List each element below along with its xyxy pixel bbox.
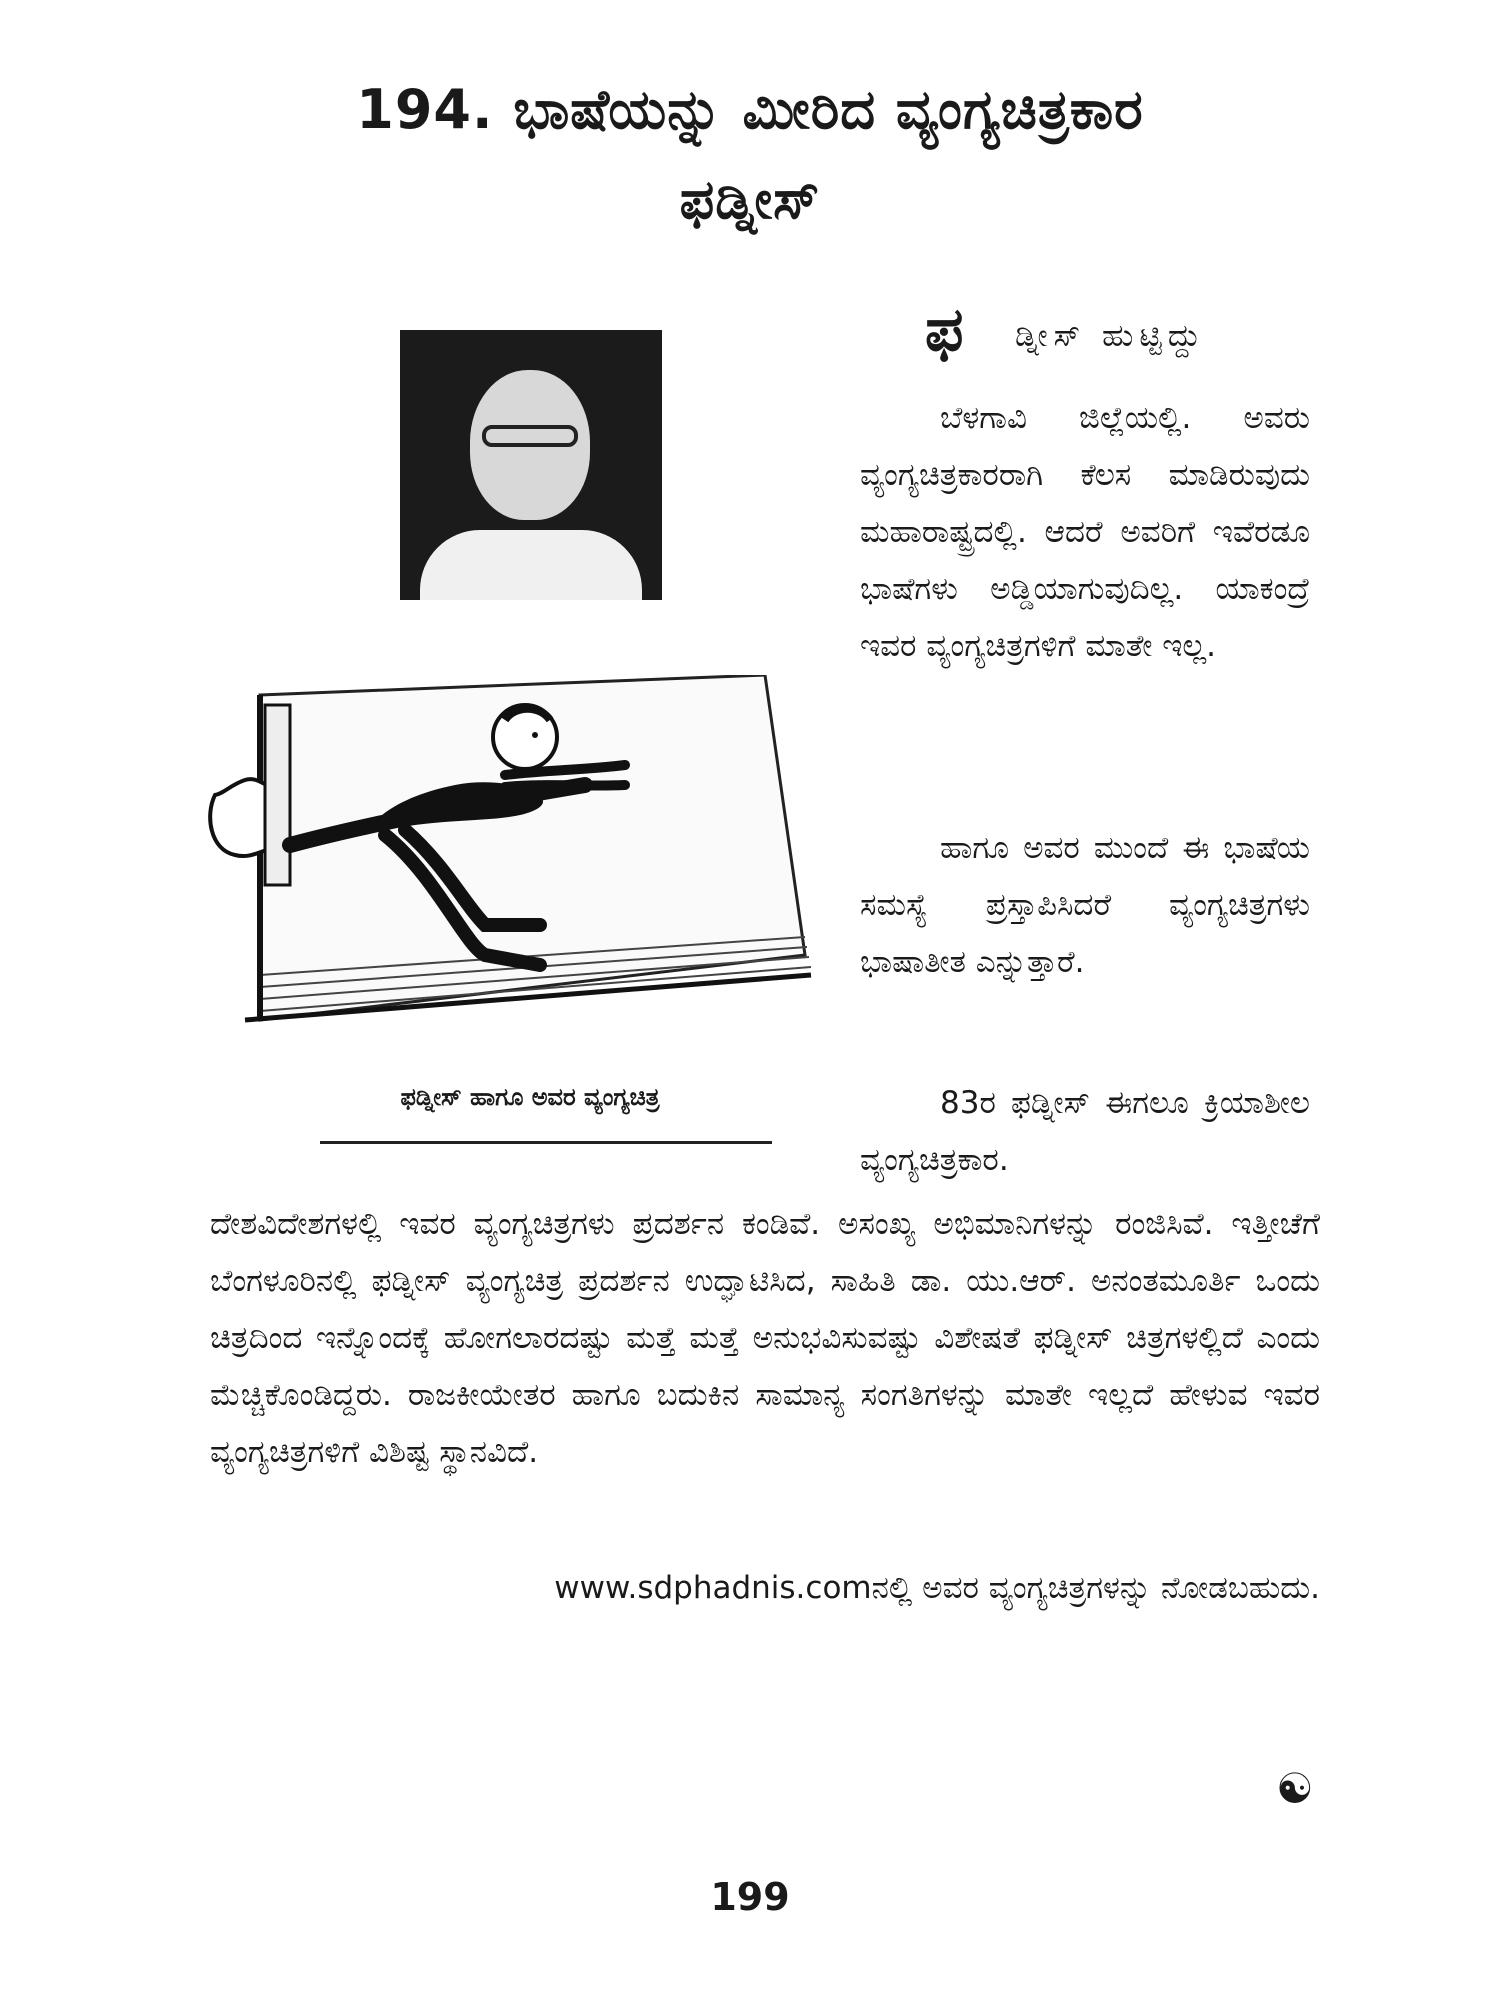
paragraph-1-first-line: ಡ್ನೀಸ್ ಹುಟ್ಟಿದ್ದು <box>1015 318 1207 354</box>
paragraph-5-website: www.sdphadnis.comನಲ್ಲಿ ಅವರ ವ್ಯಂಗ್ಯಚಿತ್ರಗಳನ್ನು ನೋಡಬಹುದು. <box>554 1570 1320 1606</box>
paragraph-3 <box>860 1075 1310 1189</box>
paragraph-1 <box>860 390 1310 675</box>
paragraph-2-text: ಹಾಗೂ ಅವರ ಮುಂದೆ ಈ ಭಾಷೆಯ ಸಮಸ್ಯೆ ಪ್ರಸ್ತಾಪಿಸಿದರೆ ವ್ಯಂಗ್ಯಚಿತ್ರಗಳು ಭಾಷಾತೀತ ಎನ್ನುತ್ತಾರೆ. <box>860 830 1310 980</box>
paragraph-2 <box>860 820 1310 991</box>
paragraph-1-text: ಬೆಳಗಾವಿ ಜಿಲ್ಲೆಯಲ್ಲಿ. ಅವರು ವ್ಯಂಗ್ಯಚಿತ್ರಕಾರರಾಗಿ ಕೆಲಸ ಮಾಡಿರುವುದು ಮಹಾರಾಷ್ಟ್ರದಲ್ಲಿ. ಆದರೆ ಅವರಿಗೆ ಇವೆರಡೂ ಭಾಷೆಗಳು ಅಡ್ಡಿಯಾಗುವುದಿಲ್ಲ. ಯಾಕಂದ್ರೆ ಇವರ ವ್ಯಂಗ್ಯಚಿತ್ರಗಳಿಗೆ ಮಾತೇ ಇಲ್ಲ. <box>860 400 1310 664</box>
paragraph-4: ದೇಶವಿದೇಶಗಳಲ್ಲಿ ಇವರ ವ್ಯಂಗ್ಯಚಿತ್ರಗಳು ಪ್ರದರ್ಶನ ಕಂಡಿವೆ. ಅಸಂಖ್ಯ ಅಭಿಮಾನಿಗಳನ್ನು ರಂಜಿಸಿವೆ. ಇತ್ತೀಚೆಗೆ ಬೆಂಗಳೂರಿನಲ್ಲಿ ಫಡ್ನೀಸ್ ವ್ಯಂಗ್ಯಚಿತ್ರ ಪ್ರದರ್ಶನ ಉದ್ಘಾಟಿಸಿದ, ಸಾಹಿತಿ ಡಾ. ಯು.ಆರ್. ಅನಂತಮೂರ್ತಿ ಒಂದು ಚಿತ್ರದಿಂದ ಇನ್ನೊಂದಕ್ಕೆ ಹೋಗಲಾರದಷ್ಟು ಮತ್ತೆ ಮತ್ತೆ ಅನುಭವಿಸುವಷ್ಟು ವಿಶೇಷತೆ ಫಡ್ನೀಸ್ ಚಿತ್ರಗಳಲ್ಲಿದೆ ಎಂದು ಮೆಚ್ಚಿಕೊಂಡಿದ್ದರು. ರಾಜಕೀಯೇತರ ಹಾಗೂ ಬದುಕಿನ ಸಾಮಾನ್ಯ ಸಂಗತಿಗಳನ್ನು ಮಾತೇ ಇಲ್ಲದೆ ಹೇಳುವ ಇವರ ವ್ಯಂಗ್ಯಚಿತ್ರಗಳಿಗೆ ವಿಶಿಷ್ಟ ಸ್ಥಾನವಿದೆ. <box>210 1206 1320 1470</box>
portrait-glasses <box>482 425 578 447</box>
portrait-photo <box>400 330 662 600</box>
drop-cap: ಫ <box>925 295 964 365</box>
page-title-line-1: 194. ಭಾಷೆಯನ್ನು ಮೀರಿದ ವ್ಯಂಗ್ಯಚಿತ್ರಕಾರ <box>356 78 1144 141</box>
figure-caption: ಫಡ್ನೀಸ್ ಹಾಗೂ ಅವರ ವ್ಯಂಗ್ಯಚಿತ್ರ <box>400 1083 660 1111</box>
paragraph-3-text: 83ರ ಫಡ್ನೀಸ್ ಈಗಲೂ ಕ್ರಿಯಾಶೀಲ ವ್ಯಂಗ್ಯಚಿತ್ರಕಾರ. <box>860 1085 1310 1178</box>
page-number: 199 <box>710 1875 790 1919</box>
page-title-line-2: ಫಡ್ನೀಸ್ <box>679 168 821 231</box>
cartoon-illustration <box>205 675 845 1035</box>
cartoon-clip <box>210 705 290 885</box>
caption-divider <box>320 1141 772 1144</box>
portrait-shirt <box>420 530 642 600</box>
end-of-article-icon: ☯ <box>1276 1764 1314 1813</box>
